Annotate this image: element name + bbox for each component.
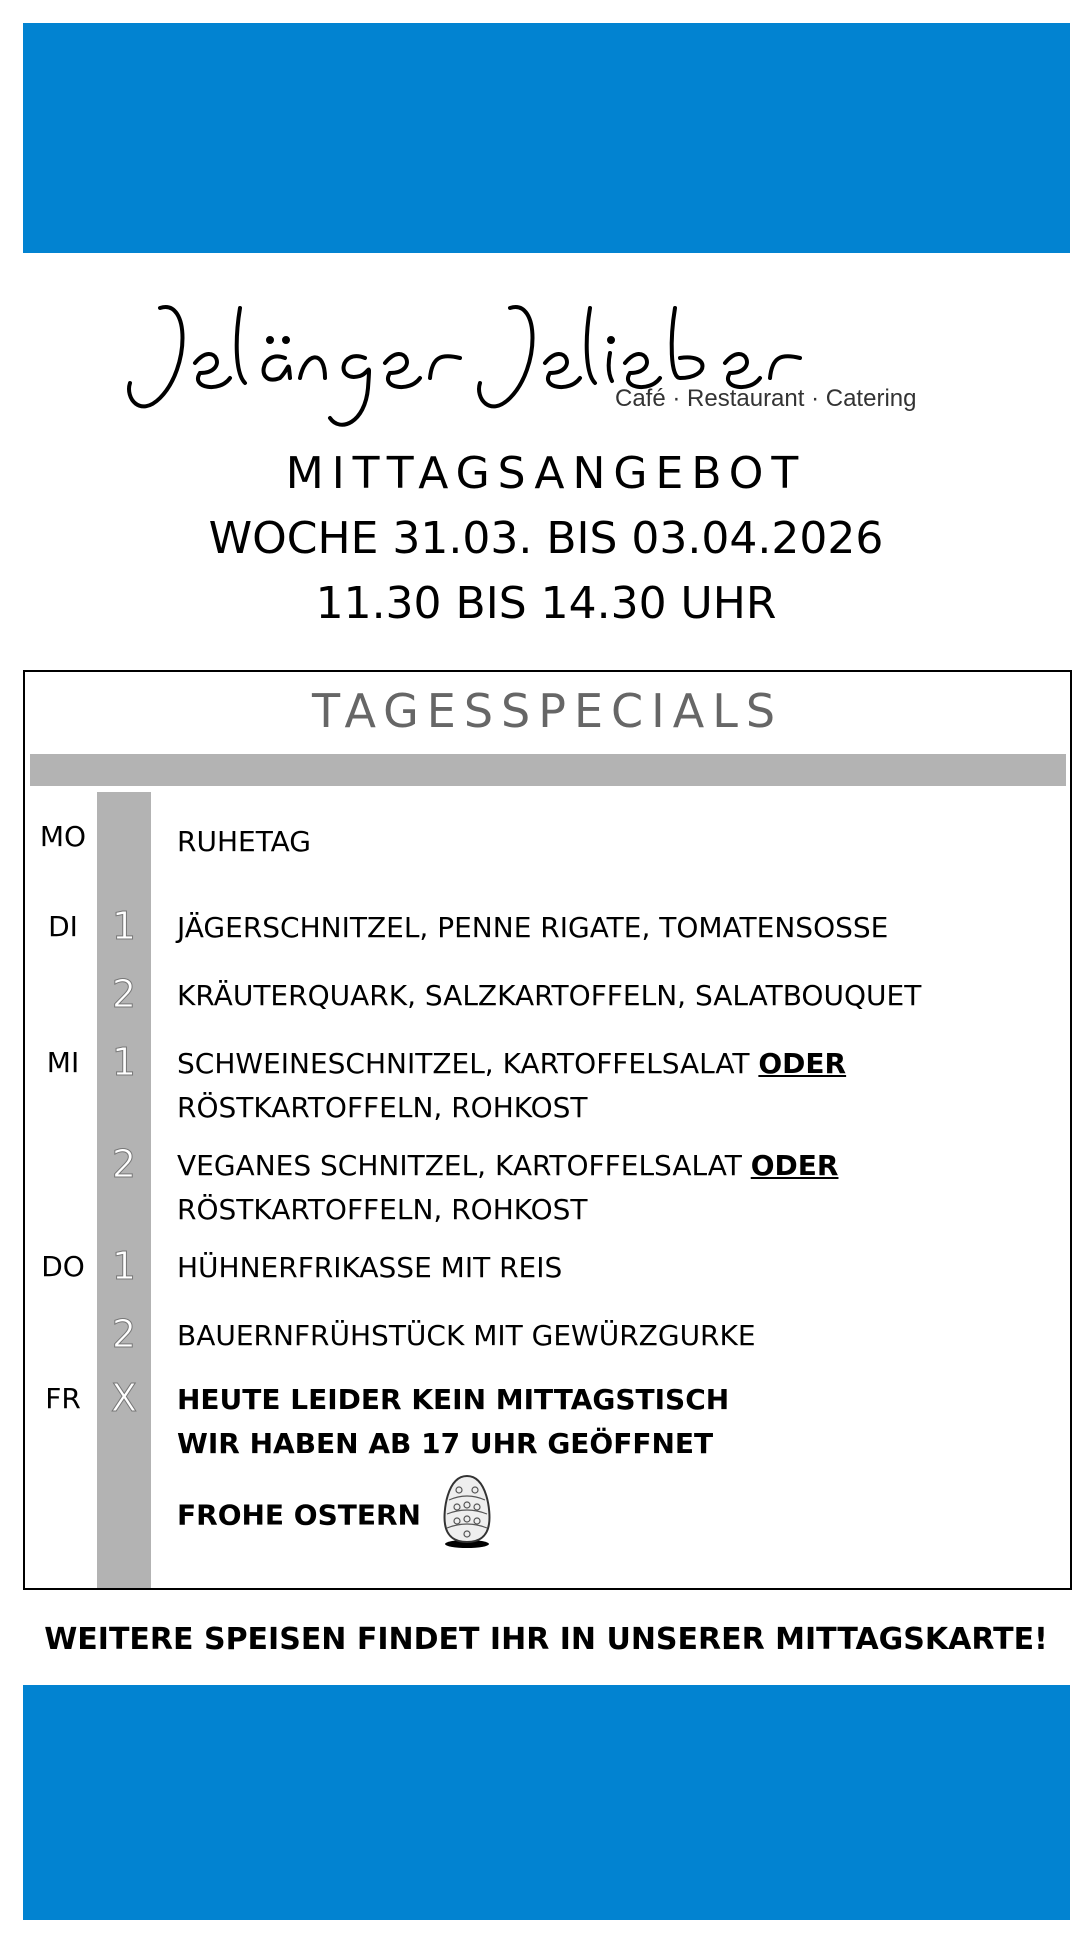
footer-note: WEITERE SPEISEN FINDET IHR IN UNSERER MITTAGSKARTE!: [44, 1622, 1048, 1657]
dish-di-2: KRÄUTERQUARK, SALZKARTOFFELN, SALATBOUQUET: [177, 979, 922, 1012]
oder-label: ODER: [750, 1149, 839, 1182]
dish-number: 2: [111, 1142, 137, 1186]
dish-number: 2: [111, 972, 137, 1016]
dish-number-x: X: [110, 1376, 138, 1420]
bottom-blue-band: [23, 1685, 1070, 1920]
serving-hours: 11.30 BIS 14.30 UHR: [315, 578, 777, 629]
day-label-mi: MI: [46, 1046, 80, 1079]
easter-text: FROHE OSTERN: [177, 1498, 421, 1532]
fr-line-2: WIR HABEN AB 17 UHR GEÖFFNET: [177, 1427, 714, 1460]
dish-mi-1: [177, 1042, 1057, 1130]
dish-text: VEGANES SCHNITZEL, KARTOFFELSALAT: [177, 1149, 751, 1182]
day-label-do: DO: [41, 1250, 85, 1283]
day-label-di: DI: [48, 910, 78, 943]
dish-text: SCHWEINESCHNITZEL, KARTOFFELSALAT: [177, 1047, 759, 1080]
day-label-mo: MO: [39, 820, 87, 853]
day-label-fr: FR: [45, 1382, 81, 1415]
specials-title: TAGESSPECIALS: [311, 684, 784, 738]
grey-divider-bar: [30, 754, 1066, 786]
dish-mo: RUHETAG: [177, 825, 311, 858]
dish-number: 1: [111, 904, 137, 948]
dish-do-1: HÜHNERFRIKASSE MIT REIS: [177, 1251, 563, 1284]
page-title: MITTAGSANGEBOT: [285, 448, 807, 499]
week-range: WOCHE 31.03. BIS 03.04.2026: [208, 513, 884, 564]
easter-greeting: [177, 1472, 1057, 1561]
dish-di-1: JÄGERSCHNITZEL, PENNE RIGATE, TOMATENSOSSE: [177, 911, 889, 944]
dish-do-2: BAUERNFRÜHSTÜCK MIT GEWÜRZGURKE: [177, 1319, 756, 1352]
specials-box: [23, 670, 1072, 1590]
top-blue-band: [23, 23, 1070, 253]
dish-number: 2: [111, 1312, 137, 1356]
dish-text: RÖSTKARTOFFELN, ROHKOST: [177, 1091, 588, 1124]
oder-label: ODER: [758, 1047, 847, 1080]
dish-number: 1: [111, 1040, 137, 1084]
dish-text: RÖSTKARTOFFELN, ROHKOST: [177, 1193, 588, 1226]
easter-egg-icon: [439, 1472, 495, 1561]
dish-mi-2: [177, 1144, 1057, 1232]
fr-line-1: HEUTE LEIDER KEIN MITTAGSTISCH: [177, 1383, 730, 1416]
fr-closed-note: [177, 1378, 1057, 1466]
dish-number: 1: [111, 1244, 137, 1288]
restaurant-logo: [120, 278, 940, 438]
logo-tagline: Café · Restaurant · Catering: [615, 385, 917, 412]
